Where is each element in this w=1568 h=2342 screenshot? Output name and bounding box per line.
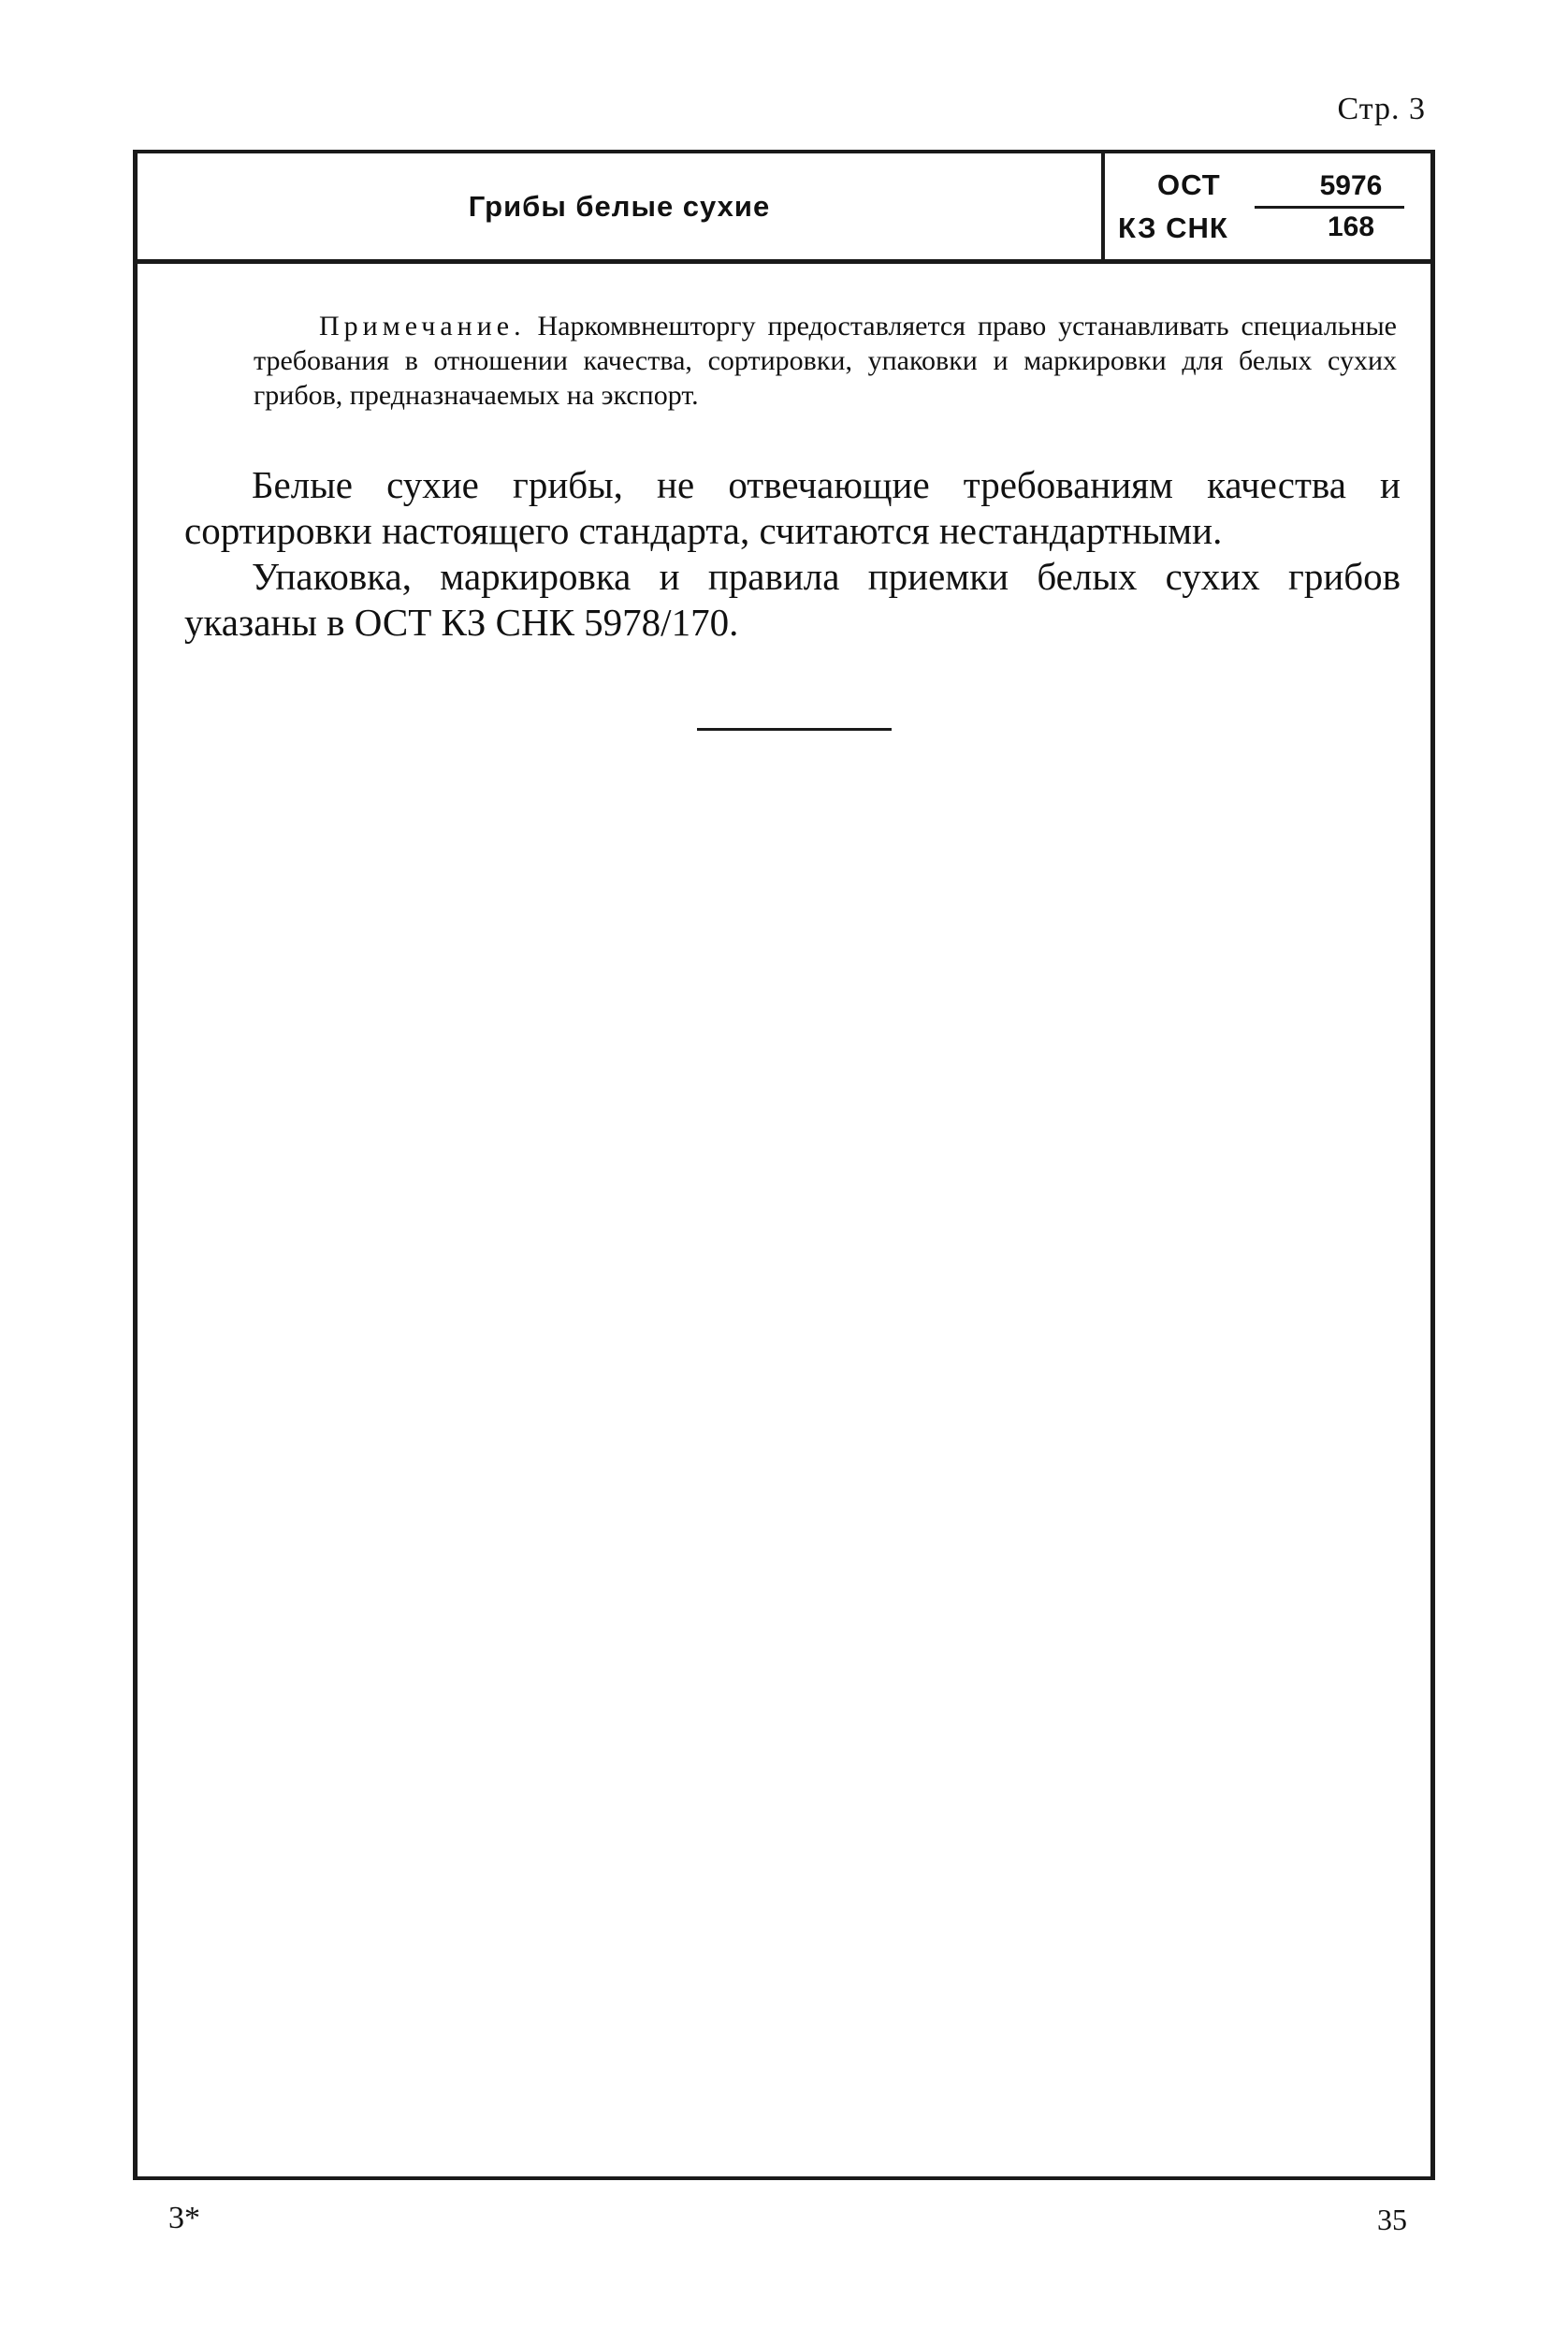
standard-header <box>138 153 1430 264</box>
page-frame <box>133 150 1435 2180</box>
standard-title: Грибы белые сухие <box>468 189 771 223</box>
page-label: Стр. 3 <box>1337 92 1426 126</box>
paragraph-packing: Упаковка, маркировка и правила приемки белых сухих грибов указаны в ОСТ КЗ СНК 5978/170. <box>184 555 1401 644</box>
code-line-kz-snk: КЗ СНК <box>1118 211 1228 244</box>
code-number-bottom: 168 <box>1327 211 1375 242</box>
note-label: Примечание. <box>319 311 526 342</box>
code-number-top: 5976 <box>1319 170 1383 201</box>
fraction-line <box>1255 206 1404 209</box>
note-block <box>254 309 1397 413</box>
page-number: 35 <box>1377 2203 1407 2236</box>
end-rule <box>697 728 892 731</box>
standard-code-block <box>1101 153 1430 259</box>
paragraph-nonstandard: Белые сухие грибы, не отвечающие требованиям качества и сортировки настоящего стандарта, считаются нестандартными. <box>184 463 1401 552</box>
code-line-ost: ОСТ <box>1157 168 1221 201</box>
note-text: Наркомвнешторгу предоставляется право устанавливать специальные требования в отношении качества, сортировки, упаковки и маркировки для белых сухих грибов, предназначаемых на экспорт. <box>254 311 1397 411</box>
signature-mark: 3* <box>168 2201 200 2235</box>
